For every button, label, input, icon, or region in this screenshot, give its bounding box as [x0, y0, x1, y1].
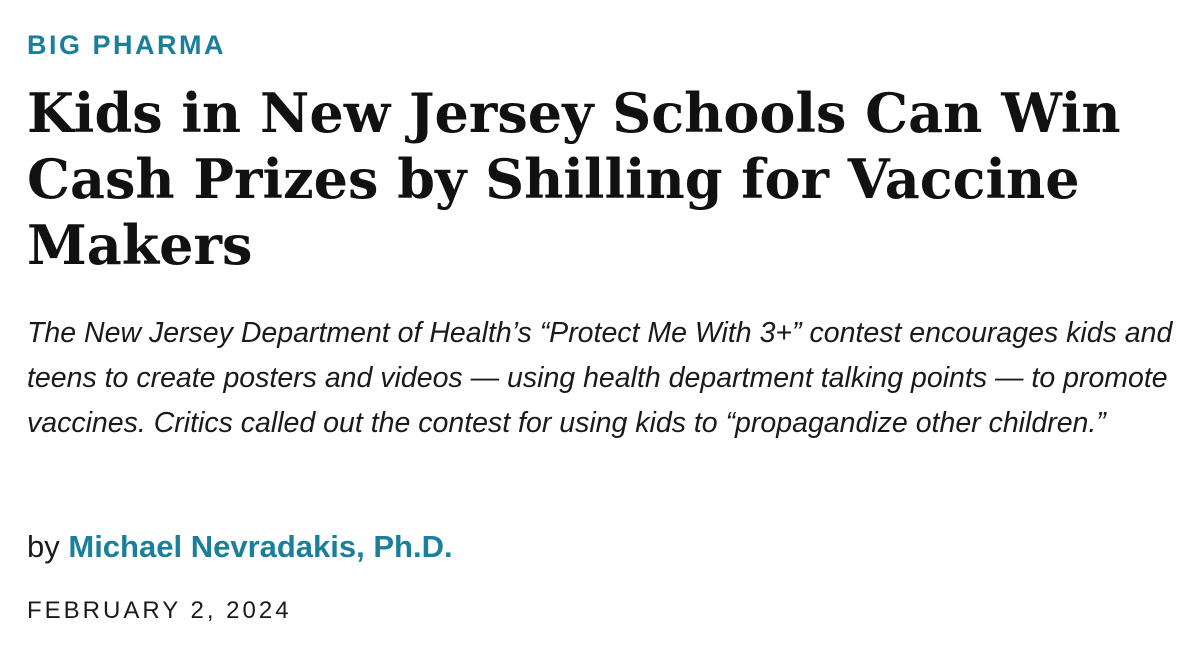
- category-link[interactable]: BIG PHARMA: [27, 30, 226, 60]
- author-link[interactable]: Michael Nevradakis, Ph.D.: [68, 529, 453, 564]
- byline-prefix: by: [27, 529, 60, 564]
- byline: [27, 526, 453, 568]
- publish-date: FEBRUARY 2, 2024: [27, 597, 292, 624]
- article-subheading: The New Jersey Department of Health’s “Protect Me With 3+” contest encourages kids and teens to create posters and videos — using health department talking points — to promote vaccines. Critics called out the contest for using kids to “propagandize other children.”: [27, 317, 1173, 439]
- article-headline: Kids in New Jersey Schools Can Win Cash Prizes by Shilling for Vaccine Makers: [27, 81, 1121, 277]
